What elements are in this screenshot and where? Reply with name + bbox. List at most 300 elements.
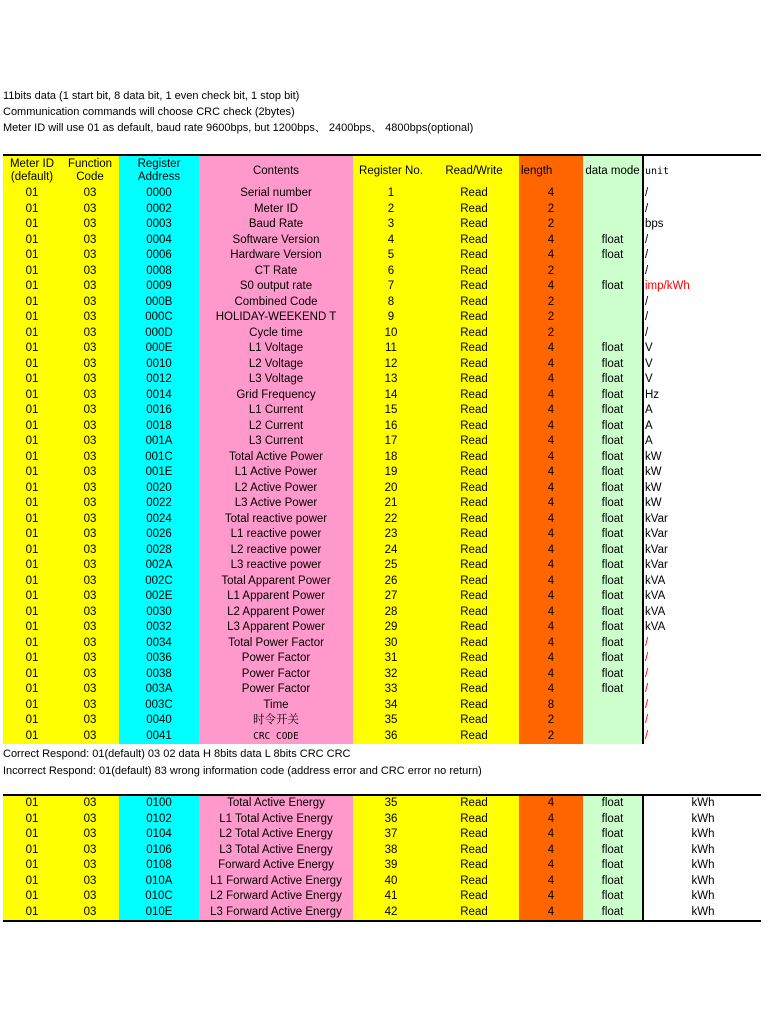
read-write-cell: Read <box>429 812 519 828</box>
data-mode-cell: float <box>583 388 643 404</box>
table-row <box>3 589 761 605</box>
register-no-cell: 19 <box>353 465 429 481</box>
contents-cell: Total reactive power <box>199 512 353 528</box>
meter-id-cell: 01 <box>3 827 61 843</box>
table-row <box>3 574 761 590</box>
data-mode-cell: float <box>583 812 643 828</box>
register-address-cell: 0036 <box>119 651 199 667</box>
table-row <box>3 264 761 280</box>
header-function-code: Function Code <box>61 155 119 186</box>
register-address-cell: 000B <box>119 295 199 311</box>
function-code-cell: 03 <box>61 905 119 922</box>
data-mode-cell: float <box>583 889 643 905</box>
meter-id-cell: 01 <box>3 233 61 249</box>
length-cell: 4 <box>519 558 583 574</box>
table-row <box>3 295 761 311</box>
header-read-write: Read/Write <box>429 155 519 186</box>
read-write-cell: Read <box>429 217 519 233</box>
unit-cell: A <box>643 419 761 435</box>
contents-cell: L2 Voltage <box>199 357 353 373</box>
contents-cell: L1 Active Power <box>199 465 353 481</box>
table-row <box>3 682 761 698</box>
table-row <box>3 698 761 714</box>
register-address-cell: 0100 <box>119 795 199 812</box>
read-write-cell: Read <box>429 496 519 512</box>
data-mode-cell <box>583 698 643 714</box>
meter-id-cell: 01 <box>3 419 61 435</box>
read-write-cell: Read <box>429 264 519 280</box>
register-address-cell: 0018 <box>119 419 199 435</box>
header-unit: unit <box>643 155 761 186</box>
data-mode-cell: float <box>583 874 643 890</box>
data-mode-cell: float <box>583 795 643 812</box>
read-write-cell: Read <box>429 795 519 812</box>
unit-cell: / <box>643 264 761 280</box>
register-no-cell: 36 <box>353 729 429 745</box>
contents-cell: Meter ID <box>199 202 353 218</box>
meter-id-cell: 01 <box>3 264 61 280</box>
read-write-cell: Read <box>429 620 519 636</box>
length-cell: 4 <box>519 889 583 905</box>
function-code-cell: 03 <box>61 233 119 249</box>
register-address-cell: 001E <box>119 465 199 481</box>
table-row <box>3 341 761 357</box>
register-address-cell: 0030 <box>119 605 199 621</box>
length-cell: 4 <box>519 279 583 295</box>
table-row <box>3 812 761 828</box>
length-cell: 2 <box>519 310 583 326</box>
unit-cell: / <box>643 636 761 652</box>
unit-cell: kVar <box>643 527 761 543</box>
table-row <box>3 729 761 745</box>
data-mode-cell: float <box>583 481 643 497</box>
unit-cell: kVA <box>643 574 761 590</box>
contents-cell: 时令开关 <box>199 713 353 729</box>
length-cell: 4 <box>519 843 583 859</box>
register-no-cell: 35 <box>353 713 429 729</box>
table-row <box>3 889 761 905</box>
meter-id-cell: 01 <box>3 713 61 729</box>
meter-id-cell: 01 <box>3 202 61 218</box>
unit-cell: kW <box>643 496 761 512</box>
read-write-cell: Read <box>429 310 519 326</box>
data-mode-cell <box>583 264 643 280</box>
read-write-cell: Read <box>429 233 519 249</box>
table-row <box>3 357 761 373</box>
register-no-cell: 38 <box>353 843 429 859</box>
length-cell: 4 <box>519 795 583 812</box>
length-cell: 4 <box>519 481 583 497</box>
contents-cell: L3 Active Power <box>199 496 353 512</box>
header-register-no: Register No. <box>353 155 429 186</box>
unit-cell: / <box>643 682 761 698</box>
register-address-cell: 0008 <box>119 264 199 280</box>
register-address-cell: 0026 <box>119 527 199 543</box>
data-mode-cell: float <box>583 419 643 435</box>
register-address-cell: 0106 <box>119 843 199 859</box>
contents-cell: Forward Active Energy <box>199 858 353 874</box>
unit-cell: A <box>643 403 761 419</box>
length-cell: 4 <box>519 186 583 202</box>
register-no-cell: 9 <box>353 310 429 326</box>
unit-cell: kWh <box>643 905 761 922</box>
register-no-cell: 5 <box>353 248 429 264</box>
table-row <box>3 186 761 202</box>
read-write-cell: Read <box>429 574 519 590</box>
unit-cell: kWh <box>643 827 761 843</box>
length-cell: 4 <box>519 434 583 450</box>
function-code-cell: 03 <box>61 729 119 745</box>
unit-cell: V <box>643 357 761 373</box>
table-row <box>3 827 761 843</box>
register-no-cell: 15 <box>353 403 429 419</box>
contents-cell: Total Active Power <box>199 450 353 466</box>
header-data-mode: data mode <box>583 155 643 186</box>
function-code-cell: 03 <box>61 481 119 497</box>
table-row <box>3 843 761 859</box>
header-contents: Contents <box>199 155 353 186</box>
data-mode-cell: float <box>583 527 643 543</box>
contents-cell: L1 reactive power <box>199 527 353 543</box>
register-address-cell: 0016 <box>119 403 199 419</box>
data-mode-cell: float <box>583 279 643 295</box>
table-row <box>3 372 761 388</box>
read-write-cell: Read <box>429 874 519 890</box>
read-write-cell: Read <box>429 388 519 404</box>
read-write-cell: Read <box>429 698 519 714</box>
contents-cell: L2 Current <box>199 419 353 435</box>
register-no-cell: 23 <box>353 527 429 543</box>
contents-cell: L2 reactive power <box>199 543 353 559</box>
register-no-cell: 1 <box>353 186 429 202</box>
function-code-cell: 03 <box>61 465 119 481</box>
data-mode-cell: float <box>583 450 643 466</box>
read-write-cell: Read <box>429 543 519 559</box>
contents-cell: L2 Active Power <box>199 481 353 497</box>
table-row <box>3 434 761 450</box>
length-cell: 4 <box>519 682 583 698</box>
meter-id-cell: 01 <box>3 248 61 264</box>
register-no-cell: 36 <box>353 812 429 828</box>
function-code-cell: 03 <box>61 403 119 419</box>
register-address-cell: 0028 <box>119 543 199 559</box>
register-no-cell: 32 <box>353 667 429 683</box>
register-address-cell: 010E <box>119 905 199 922</box>
register-address-cell: 0014 <box>119 388 199 404</box>
function-code-cell: 03 <box>61 713 119 729</box>
unit-cell: kW <box>643 481 761 497</box>
register-no-cell: 34 <box>353 698 429 714</box>
meter-id-cell: 01 <box>3 496 61 512</box>
length-cell: 4 <box>519 450 583 466</box>
data-mode-cell: float <box>583 682 643 698</box>
register-address-cell: 001A <box>119 434 199 450</box>
unit-cell: bps <box>643 217 761 233</box>
register-address-cell: 0009 <box>119 279 199 295</box>
function-code-cell: 03 <box>61 651 119 667</box>
function-code-cell: 03 <box>61 388 119 404</box>
length-cell: 4 <box>519 620 583 636</box>
function-code-cell: 03 <box>61 217 119 233</box>
meter-id-cell: 01 <box>3 217 61 233</box>
read-write-cell: Read <box>429 357 519 373</box>
meter-id-cell: 01 <box>3 574 61 590</box>
function-code-cell: 03 <box>61 186 119 202</box>
length-cell: 4 <box>519 812 583 828</box>
function-code-cell: 03 <box>61 295 119 311</box>
register-no-cell: 24 <box>353 543 429 559</box>
data-mode-cell: float <box>583 667 643 683</box>
register-no-cell: 7 <box>353 279 429 295</box>
register-address-cell: 0040 <box>119 713 199 729</box>
length-cell: 4 <box>519 372 583 388</box>
unit-cell: / <box>643 310 761 326</box>
length-cell: 4 <box>519 605 583 621</box>
register-address-cell: 002C <box>119 574 199 590</box>
function-code-cell: 03 <box>61 419 119 435</box>
contents-cell: L3 Current <box>199 434 353 450</box>
meter-id-cell: 01 <box>3 465 61 481</box>
length-cell: 4 <box>519 905 583 922</box>
data-mode-cell: float <box>583 357 643 373</box>
length-cell: 4 <box>519 496 583 512</box>
length-cell: 4 <box>519 667 583 683</box>
register-no-cell: 14 <box>353 388 429 404</box>
data-mode-cell: float <box>583 827 643 843</box>
meter-id-cell: 01 <box>3 481 61 497</box>
meter-id-cell: 01 <box>3 295 61 311</box>
register-no-cell: 39 <box>353 858 429 874</box>
contents-cell: L1 Apparent Power <box>199 589 353 605</box>
meter-id-cell: 01 <box>3 357 61 373</box>
length-cell: 2 <box>519 729 583 745</box>
register-address-cell: 0104 <box>119 827 199 843</box>
unit-cell: / <box>643 248 761 264</box>
register-address-cell: 002E <box>119 589 199 605</box>
data-mode-cell <box>583 326 643 342</box>
function-code-cell: 03 <box>61 682 119 698</box>
read-write-cell: Read <box>429 889 519 905</box>
note-meter-id: Meter ID will use 01 as default, baud rate 9600bps, but 1200bps、 2400bps、 4800bps(optional) <box>3 122 474 134</box>
data-mode-cell: float <box>583 434 643 450</box>
read-write-cell: Read <box>429 527 519 543</box>
function-code-cell: 03 <box>61 795 119 812</box>
function-code-cell: 03 <box>61 667 119 683</box>
data-mode-cell <box>583 713 643 729</box>
data-mode-cell: float <box>583 465 643 481</box>
read-write-cell: Read <box>429 636 519 652</box>
length-cell: 4 <box>519 827 583 843</box>
table-row <box>3 905 761 922</box>
contents-cell: L1 Forward Active Energy <box>199 874 353 890</box>
unit-cell: V <box>643 341 761 357</box>
read-write-cell: Read <box>429 558 519 574</box>
unit-cell: A <box>643 434 761 450</box>
length-cell: 2 <box>519 713 583 729</box>
function-code-cell: 03 <box>61 341 119 357</box>
unit-cell: / <box>643 698 761 714</box>
register-no-cell: 28 <box>353 605 429 621</box>
contents-cell: HOLIDAY-WEEKEND T <box>199 310 353 326</box>
table-row <box>3 388 761 404</box>
contents-cell: Total Active Energy <box>199 795 353 812</box>
register-no-cell: 33 <box>353 682 429 698</box>
table-row <box>3 667 761 683</box>
register-no-cell: 4 <box>353 233 429 249</box>
unit-cell: / <box>643 186 761 202</box>
data-mode-cell: float <box>583 651 643 667</box>
table-row <box>3 326 761 342</box>
register-address-cell: 0020 <box>119 481 199 497</box>
unit-cell: imp/kWh <box>643 279 761 295</box>
register-address-cell: 0034 <box>119 636 199 652</box>
meter-id-cell: 01 <box>3 310 61 326</box>
contents-cell: L2 Forward Active Energy <box>199 889 353 905</box>
register-no-cell: 27 <box>353 589 429 605</box>
meter-id-cell: 01 <box>3 388 61 404</box>
data-mode-cell: float <box>583 496 643 512</box>
register-no-cell: 29 <box>353 620 429 636</box>
data-mode-cell <box>583 202 643 218</box>
unit-cell: / <box>643 667 761 683</box>
data-mode-cell: float <box>583 558 643 574</box>
table-row <box>3 248 761 264</box>
function-code-cell: 03 <box>61 527 119 543</box>
meter-id-cell: 01 <box>3 729 61 745</box>
data-mode-cell: float <box>583 248 643 264</box>
unit-cell: / <box>643 651 761 667</box>
contents-cell: L2 Apparent Power <box>199 605 353 621</box>
data-mode-cell: float <box>583 620 643 636</box>
read-write-cell: Read <box>429 279 519 295</box>
unit-cell: / <box>643 326 761 342</box>
contents-cell: Cycle time <box>199 326 353 342</box>
table-row <box>3 465 761 481</box>
read-write-cell: Read <box>429 326 519 342</box>
function-code-cell: 03 <box>61 889 119 905</box>
meter-id-cell: 01 <box>3 874 61 890</box>
length-cell: 4 <box>519 403 583 419</box>
unit-cell: kVar <box>643 543 761 559</box>
note-correct-respond: Correct Respond: 01(default) 03 02 data H 8bits data L 8bits CRC CRC <box>3 748 351 760</box>
contents-cell: L1 Total Active Energy <box>199 812 353 828</box>
length-cell: 2 <box>519 217 583 233</box>
length-cell: 4 <box>519 248 583 264</box>
register-no-cell: 42 <box>353 905 429 922</box>
data-mode-cell <box>583 310 643 326</box>
meter-id-cell: 01 <box>3 889 61 905</box>
function-code-cell: 03 <box>61 874 119 890</box>
data-mode-cell <box>583 217 643 233</box>
register-no-cell: 31 <box>353 651 429 667</box>
table-row <box>3 403 761 419</box>
data-mode-cell: float <box>583 605 643 621</box>
function-code-cell: 03 <box>61 310 119 326</box>
register-no-cell: 37 <box>353 827 429 843</box>
register-no-cell: 10 <box>353 326 429 342</box>
read-write-cell: Read <box>429 248 519 264</box>
read-write-cell: Read <box>429 465 519 481</box>
length-cell: 2 <box>519 326 583 342</box>
function-code-cell: 03 <box>61 558 119 574</box>
read-write-cell: Read <box>429 713 519 729</box>
register-table-energy <box>3 794 761 922</box>
table-row <box>3 543 761 559</box>
unit-cell: / <box>643 295 761 311</box>
table-row <box>3 279 761 295</box>
table-row <box>3 496 761 512</box>
meter-id-cell: 01 <box>3 795 61 812</box>
unit-cell: / <box>643 713 761 729</box>
contents-cell: Total Apparent Power <box>199 574 353 590</box>
table-row <box>3 605 761 621</box>
table-row <box>3 795 761 812</box>
contents-cell: L1 Current <box>199 403 353 419</box>
table-row <box>3 713 761 729</box>
read-write-cell: Read <box>429 295 519 311</box>
table-row <box>3 450 761 466</box>
register-address-cell: 003A <box>119 682 199 698</box>
meter-id-cell: 01 <box>3 512 61 528</box>
data-mode-cell: float <box>583 858 643 874</box>
length-cell: 4 <box>519 341 583 357</box>
register-address-cell: 0032 <box>119 620 199 636</box>
function-code-cell: 03 <box>61 357 119 373</box>
read-write-cell: Read <box>429 202 519 218</box>
unit-cell: kVA <box>643 620 761 636</box>
contents-cell: Combined Code <box>199 295 353 311</box>
function-code-cell: 03 <box>61 248 119 264</box>
register-address-cell: 0003 <box>119 217 199 233</box>
header-meter-id: Meter ID (default) <box>3 155 61 186</box>
data-mode-cell: float <box>583 589 643 605</box>
meter-id-cell: 01 <box>3 558 61 574</box>
meter-id-cell: 01 <box>3 667 61 683</box>
length-cell: 4 <box>519 543 583 559</box>
register-no-cell: 2 <box>353 202 429 218</box>
contents-cell: L3 Apparent Power <box>199 620 353 636</box>
function-code-cell: 03 <box>61 827 119 843</box>
meter-id-cell: 01 <box>3 812 61 828</box>
function-code-cell: 03 <box>61 636 119 652</box>
note-incorrect-respond: Incorrect Respond: 01(default) 83 wrong information code (address error and CRC error no return) <box>3 765 482 777</box>
contents-cell: Baud Rate <box>199 217 353 233</box>
function-code-cell: 03 <box>61 450 119 466</box>
meter-id-cell: 01 <box>3 543 61 559</box>
register-no-cell: 35 <box>353 795 429 812</box>
function-code-cell: 03 <box>61 372 119 388</box>
data-mode-cell: float <box>583 843 643 859</box>
read-write-cell: Read <box>429 481 519 497</box>
data-mode-cell: float <box>583 403 643 419</box>
note-crc-check: Communication commands will choose CRC check (2bytes) <box>3 106 295 118</box>
contents-cell: Hardware Version <box>199 248 353 264</box>
meter-id-cell: 01 <box>3 527 61 543</box>
function-code-cell: 03 <box>61 605 119 621</box>
meter-id-cell: 01 <box>3 905 61 922</box>
function-code-cell: 03 <box>61 326 119 342</box>
table-row <box>3 620 761 636</box>
function-code-cell: 03 <box>61 264 119 280</box>
unit-cell: kWh <box>643 843 761 859</box>
read-write-cell: Read <box>429 905 519 922</box>
read-write-cell: Read <box>429 450 519 466</box>
meter-id-cell: 01 <box>3 186 61 202</box>
read-write-cell: Read <box>429 372 519 388</box>
unit-cell: kVA <box>643 589 761 605</box>
meter-id-cell: 01 <box>3 450 61 466</box>
table-row <box>3 527 761 543</box>
